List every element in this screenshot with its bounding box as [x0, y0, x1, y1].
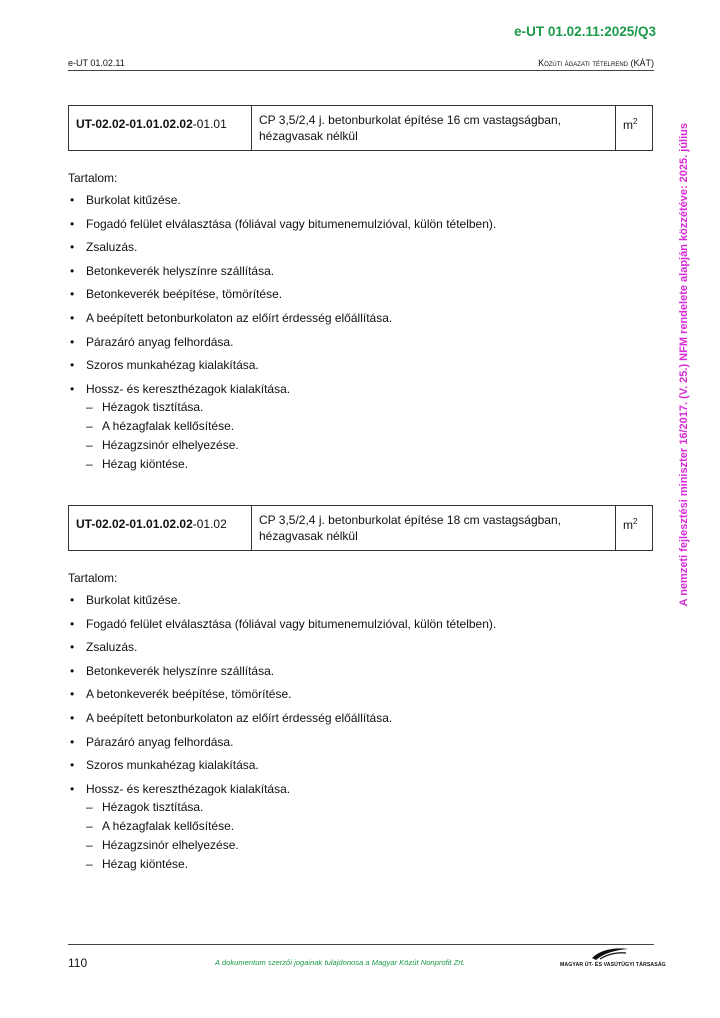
item-code-main: UT-02.02-01.01.02.02: [76, 117, 193, 131]
list-item: • Párazáró anyag felhordása.: [70, 334, 234, 349]
item-unit: m: [623, 518, 633, 532]
sub-list-item: – Hézagzsinór elhelyezése.: [86, 437, 239, 452]
sub-list-item: – Hézag kiöntése.: [86, 857, 189, 872]
running-header-right: Közúti ágazati tételrend (KÁT): [538, 58, 654, 68]
logo-text: MAGYAR ÚT- ÉS VASÚTÜGYI TÁRSASÁG: [560, 962, 666, 968]
contents-list: [68, 592, 658, 872]
contents-title: Tartalom:: [68, 571, 118, 585]
list-item: • Hossz- és kereszthézagok kialakítása. – Hézagok tisztítása. – A hézagfalak kellősítése. – Hézagzsinór elhelyezése. – Hézag kiöntése.: [68, 781, 658, 872]
item-code-main: UT-02.02-01.01.02.02: [76, 517, 193, 531]
side-note-text: A nemzeti fejlesztési miniszter 16/2017. (V. 25.) NFM rendelete alapján közzétéve: 2025. július: [678, 123, 690, 607]
publisher-logo: [560, 946, 666, 972]
header-divider: [68, 70, 654, 71]
item-code-cell: [69, 106, 252, 151]
list-item: • Szoros munkahézag kialakítása.: [70, 358, 259, 373]
item-unit-exponent: 2: [633, 517, 638, 526]
sub-list: [86, 399, 658, 472]
item-description: CP 3,5/2,4 j. betonburkolat építése 18 cm vastagságban, hézagvasak nélkül: [252, 506, 616, 551]
list-item: • Burkolat kitűzése.: [70, 593, 181, 607]
sub-list-item: – A hézagfalak kellősítése.: [86, 818, 235, 833]
sub-list: [86, 799, 658, 872]
list-item: • Fogadó felület elválasztása (fóliával vagy bitumenemulzióval, külön tételben).: [70, 616, 497, 631]
item-contents-1: [68, 170, 658, 480]
list-item: • A beépített betonburkolaton az előírt érdesség előállítása.: [70, 310, 393, 325]
running-header-left: e-UT 01.02.11: [68, 58, 125, 68]
list-item: • Szoros munkahézag kialakítása.: [70, 758, 259, 773]
list-item: • Betonkeverék beépítése, tömörítése.: [70, 287, 283, 302]
contents-title: Tartalom:: [68, 171, 118, 185]
list-item: • Betonkeverék helyszínre szállítása.: [70, 263, 275, 278]
item-unit-cell: [616, 106, 653, 151]
side-publication-note: [673, 95, 695, 635]
list-item: • A beépített betonburkolaton az előírt érdesség előállítása.: [70, 710, 393, 725]
list-item: • Burkolat kitűzése.: [70, 193, 181, 207]
item-unit-cell: [616, 506, 653, 551]
list-item: • Párazáró anyag felhordása.: [70, 734, 234, 749]
footer-divider: [68, 944, 654, 945]
item-contents-2: [68, 570, 658, 880]
list-item: • Zsaluzás.: [70, 240, 138, 255]
sub-list-item: – Hézagzsinór elhelyezése.: [86, 837, 239, 852]
item-code-suffix: -01.02: [192, 517, 227, 531]
list-item: • A betonkeverék beépítése, tömörítése.: [70, 687, 292, 702]
list-item: • Zsaluzás.: [70, 640, 138, 655]
item-unit: m: [623, 118, 633, 132]
contents-list: [68, 192, 658, 472]
list-item: • Betonkeverék helyszínre szállítása.: [70, 663, 275, 678]
sub-list-item: – Hézagok tisztítása.: [86, 799, 204, 814]
road-society-logo-icon: [590, 946, 630, 962]
list-item: • Hossz- és kereszthézagok kialakítása. – Hézagok tisztítása. – A hézagfalak kellősítése. – Hézagzsinór elhelyezése. – Hézag kiöntése.: [68, 381, 658, 472]
sub-list-item: – Hézagok tisztítása.: [86, 399, 204, 414]
list-item: • Fogadó felület elválasztása (fóliával vagy bitumenemulzióval, külön tételben).: [70, 216, 497, 231]
item-code-suffix: -01.01: [192, 117, 227, 131]
item-header-table-2: [68, 505, 653, 551]
item-unit-exponent: 2: [633, 117, 638, 126]
document-code: e-UT 01.02.11:2025/Q3: [514, 24, 656, 39]
sub-list-item: – A hézagfalak kellősítése.: [86, 418, 235, 433]
copyright-notice: A dokumentum szerzői jogainak tulajdonosa a Magyar Közút Nonprofit Zrt.: [215, 958, 466, 967]
item-header-table-1: [68, 105, 653, 151]
item-description: CP 3,5/2,4 j. betonburkolat építése 16 cm vastagságban, hézagvasak nélkül: [252, 106, 616, 151]
sub-list-item: – Hézag kiöntése.: [86, 457, 189, 472]
page-number: 110: [68, 956, 88, 970]
item-code-cell: [69, 506, 252, 551]
